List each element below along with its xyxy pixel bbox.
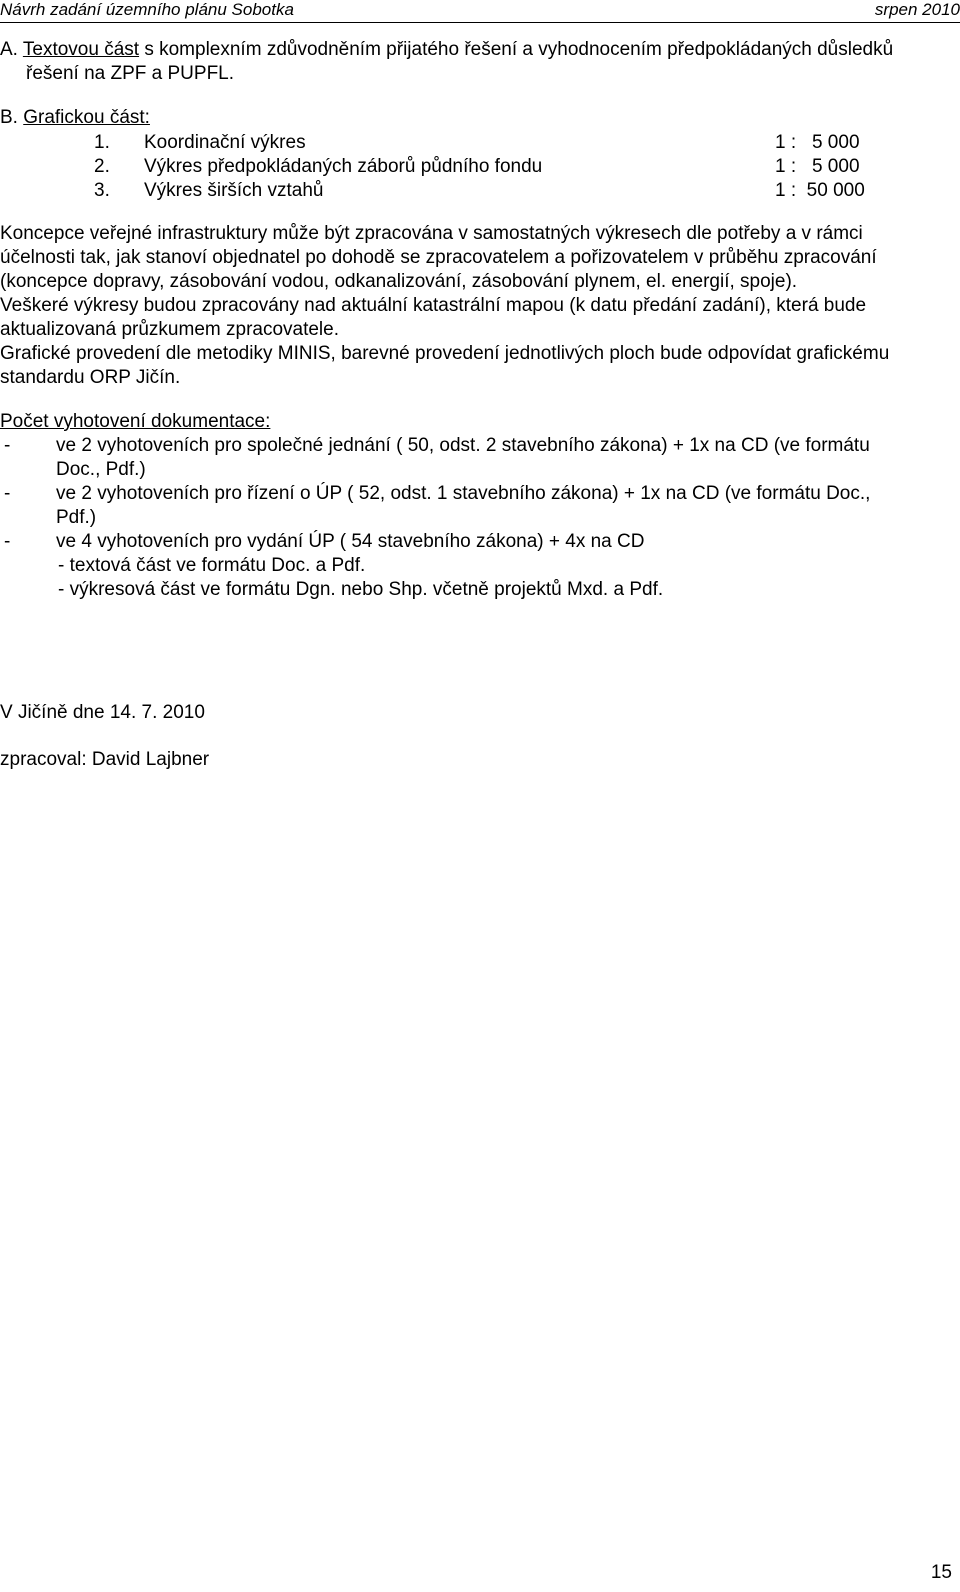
header-date: srpen 2010 [874, 0, 960, 19]
copies-sub-line: - textová část ve formátu Doc. a Pdf. [58, 555, 366, 576]
drawing-item-num: 1. [94, 132, 110, 153]
section-b-heading [0, 106, 150, 130]
section-a-line2: řešení na ZPF a PUPFL. [26, 63, 235, 84]
copies-dash: - [4, 435, 11, 456]
drawing-item-num: 2. [94, 156, 110, 177]
header-title: Návrh zadání územního plánu Sobotka [0, 0, 294, 19]
drawing-item-label: Výkres širších vztahů [144, 180, 324, 201]
section-a-line1 [0, 38, 893, 62]
copies-item-line: Doc., Pdf.) [56, 459, 146, 480]
drawing-item-scale: 1 : 5 000 [775, 132, 860, 153]
drawing-item-label: Koordinační výkres [144, 132, 306, 153]
section-b-prefix: B. [0, 107, 18, 128]
infra-line: Veškeré výkresy budou zpracovány nad aktuální katastrální mapou (k datu předání zadání), která bude [0, 295, 867, 316]
copies-dash: - [4, 531, 11, 552]
drawing-item-label: Výkres předpokládaných záborů půdního fondu [144, 156, 543, 177]
section-a-link: Textovou část [22, 39, 140, 60]
drawing-item-scale: 1 : 50 000 [775, 180, 865, 201]
drawing-item-num: 3. [94, 180, 110, 201]
infra-line: standardu ORP Jičín. [0, 367, 181, 388]
page-number: 15 [930, 1562, 952, 1583]
copies-item-line: Pdf.) [56, 507, 97, 528]
header-rule [0, 22, 960, 23]
author: zpracoval: David Lajbner [0, 749, 210, 770]
copies-item-line: ve 2 vyhotoveních pro společné jednání ( 50, odst. 2 stavebního zákona) + 1x na CD (ve formátu [56, 435, 870, 456]
infra-line: účelnosti tak, jak stanoví objednatel po dohodě se zpracovatelem a pořizovatelem v průběhu zpracování [0, 247, 877, 268]
section-a-text1: s komplexním zdůvodněním přijatého řešení a vyhodnocením předpokládaných důsledků [139, 39, 894, 60]
copies-title: Počet vyhotovení dokumentace: [0, 411, 271, 432]
infra-line: Grafické provedení dle metodiky MINIS, barevné provedení jednotlivých ploch bude odpovídat grafickému [0, 343, 890, 364]
section-a-prefix: A. [0, 39, 18, 60]
drawing-item-scale: 1 : 5 000 [775, 156, 860, 177]
copies-dash: - [4, 483, 11, 504]
copies-item-line: ve 4 vyhotoveních pro vydání ÚP ( 54 stavebního zákona) + 4x na CD [56, 531, 645, 552]
infra-line: (koncepce dopravy, zásobování vodou, odkanalizování, zásobování plynem, el. energií, spoje). [0, 271, 798, 292]
infra-line: Koncepce veřejné infrastruktury může být zpracována v samostatných výkresech dle potřeby a v rámci [0, 223, 863, 244]
infra-line: aktualizovaná průzkumem zpracovatele. [0, 319, 340, 340]
copies-item-line: ve 2 vyhotoveních pro řízení o ÚP ( 52, odst. 1 stavebního zákona) + 1x na CD (ve formátu Doc., [56, 483, 871, 504]
copies-sub-line: - výkresová část ve formátu Dgn. nebo Shp. včetně projektů Mxd. a Pdf. [58, 579, 664, 600]
page-header [0, 0, 960, 22]
section-b-link: Grafickou část: [23, 107, 150, 128]
place-date: V Jičíně dne 14. 7. 2010 [0, 702, 205, 723]
